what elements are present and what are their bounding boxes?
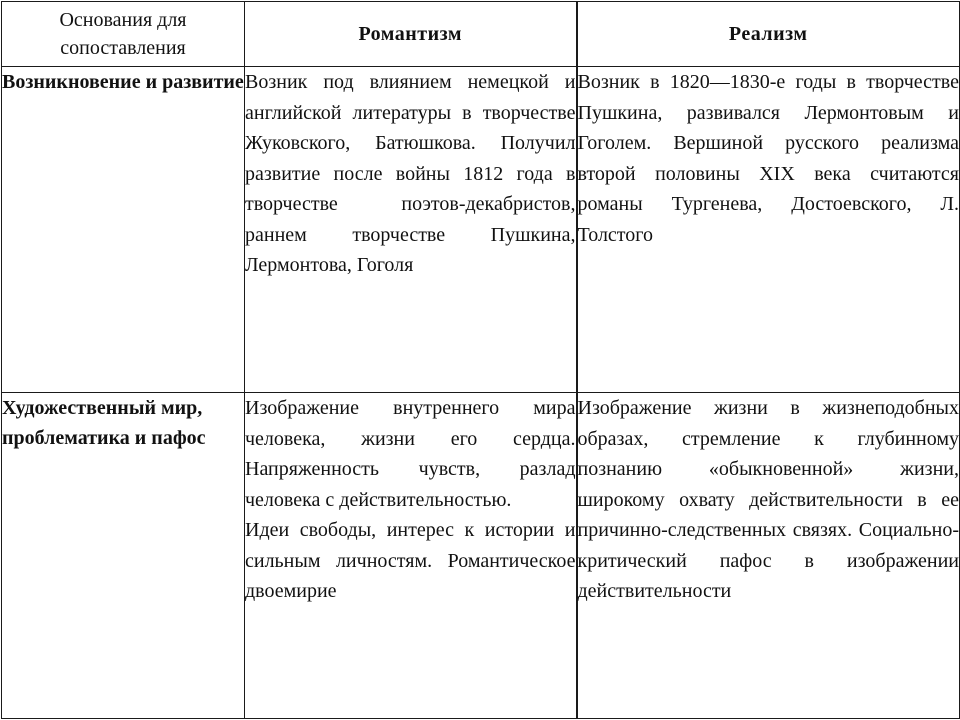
cell-paragraph: Изображение внутреннего мира человека, жизни его сердца. Напряженность чувств, разлад человека с действительностью. xyxy=(245,397,576,511)
cell-romanticism xyxy=(245,393,577,719)
cell-paragraph: Изображение жизни в жизнеподобных образах, стремление к глубинному познанию «обыкновенной» жизни, широкому охвату действительности в ее причинно-следственных связях. Социально-критический пафос в изображении действительности xyxy=(577,397,959,602)
cell-paragraph: Возник в 1820—1830-е годы в творчестве Пушкина, развивался Лермонтовым и Гоголем. Вершиной русского реализма второй половины XIX века считаются романы Тургенева, Достоевского, Л. Толстого xyxy=(577,71,959,246)
cell-romanticism xyxy=(245,67,577,393)
row-criterion: Художественный мир, проблематика и пафос xyxy=(2,393,245,719)
table-row xyxy=(2,393,960,719)
cell-realism xyxy=(577,67,960,393)
cell-paragraph: Возник под влиянием немецкой и английской литературы в творчестве Жуковского, Батюшкова. Получил развитие после войны 1812 года в творчестве поэтов-декабристов, раннем творчестве Пушкина, Лермонтова, Гоголя xyxy=(245,71,576,276)
row-criterion: Возникновение и развитие xyxy=(2,67,245,393)
table-header-row xyxy=(2,2,960,67)
cell-paragraph: Идеи свободы, интерес к истории и сильным личностям. Романтическое двоемирие xyxy=(245,519,576,602)
cell-realism xyxy=(577,393,960,719)
header-realism: Реализм xyxy=(577,2,960,67)
table-row xyxy=(2,67,960,393)
comparison-table xyxy=(1,1,960,719)
header-romanticism: Романтизм xyxy=(245,2,577,67)
header-basis: Основания для сопоставления xyxy=(2,2,245,67)
